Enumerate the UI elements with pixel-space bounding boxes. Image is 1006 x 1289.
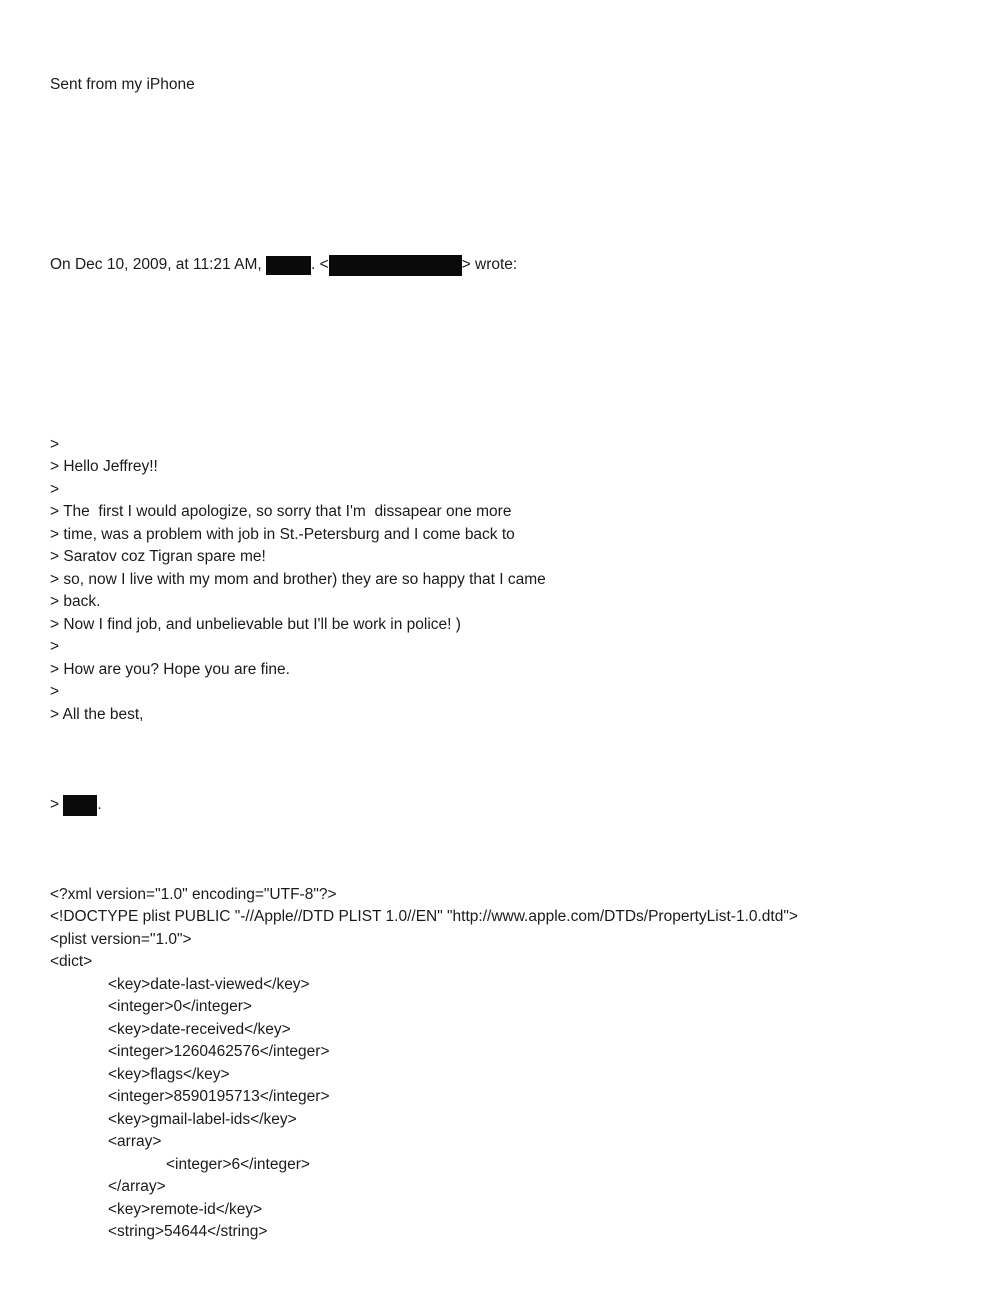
quoted-line: > — [50, 638, 60, 655]
quoted-line: > — [50, 435, 60, 453]
signoff-prefix: > — [50, 795, 64, 813]
plist-line: <key>date-received</key> — [108, 1020, 291, 1038]
quoted-line: > The first I would apologize, so sorry that I'm dissapear one more — [50, 503, 512, 520]
attribution-prefix: On Dec 10, 2009, at 11:21 AM, — [50, 255, 266, 273]
quoted-line: > back. — [50, 593, 101, 610]
signoff-line — [50, 794, 1006, 817]
attribution-line — [50, 254, 1006, 277]
plist-line: <key>remote-id</key> — [108, 1200, 263, 1218]
plist-line: <plist version="1.0"> — [50, 930, 192, 948]
plist-line: <key>flags</key> — [108, 1065, 230, 1083]
plist-line: <array> — [108, 1133, 162, 1150]
plist-line: <integer>1260462576</integer> — [108, 1043, 330, 1060]
plist-line: <key>gmail-label-ids</key> — [108, 1110, 297, 1128]
quoted-line: > — [50, 683, 60, 700]
plist-line: <integer>8590195713</integer> — [108, 1088, 330, 1105]
quoted-line: > so, now I live with my mom and brother) they are so happy that I came — [50, 570, 546, 588]
attribution-mid: . < — [311, 255, 329, 273]
plist-xml-source — [50, 884, 1006, 1244]
email-document — [50, 6, 1006, 1289]
plist-line: </array> — [108, 1178, 166, 1195]
redaction-box-sender-email — [329, 255, 462, 276]
quoted-line: > How are you? Hope you are fine. — [50, 660, 290, 678]
blank-line — [50, 164, 1006, 187]
quoted-line: > — [50, 480, 60, 498]
quoted-line: > All the best, — [50, 705, 144, 723]
plist-line: <string>54644</string> — [108, 1223, 268, 1240]
plist-line: <?xml version="1.0" encoding="UTF-8"?> — [50, 885, 337, 903]
quoted-reply-text — [50, 434, 1006, 727]
plist-line: <key>date-last-viewed</key> — [108, 975, 310, 993]
quoted-line: > time, was a problem with job in St.-Petersburg and I come back to — [50, 525, 515, 543]
iphone-signature: Sent from my iPhone — [50, 75, 195, 93]
plist-line: <integer>0</integer> — [108, 998, 252, 1015]
quoted-line: > Hello Jeffrey!! — [50, 458, 158, 475]
blank-line — [50, 344, 1006, 367]
redaction-box-sender-name — [266, 256, 311, 275]
quoted-line: > Saratov coz Tigran spare me! — [50, 548, 266, 565]
quoted-line: > Now I find job, and unbelievable but I'll be work in police! ) — [50, 615, 461, 633]
redaction-box-signature-name — [63, 795, 97, 816]
attribution-suffix: > wrote: — [461, 255, 518, 273]
plist-line: <dict> — [50, 953, 93, 970]
plist-line: <!DOCTYPE plist PUBLIC "-//Apple//DTD PLIST 1.0//EN" "http://www.apple.com/DTDs/PropertyList-1.0.dtd"> — [50, 908, 798, 925]
signoff-suffix: . — [97, 795, 102, 813]
plist-line: <integer>6</integer> — [166, 1155, 310, 1173]
